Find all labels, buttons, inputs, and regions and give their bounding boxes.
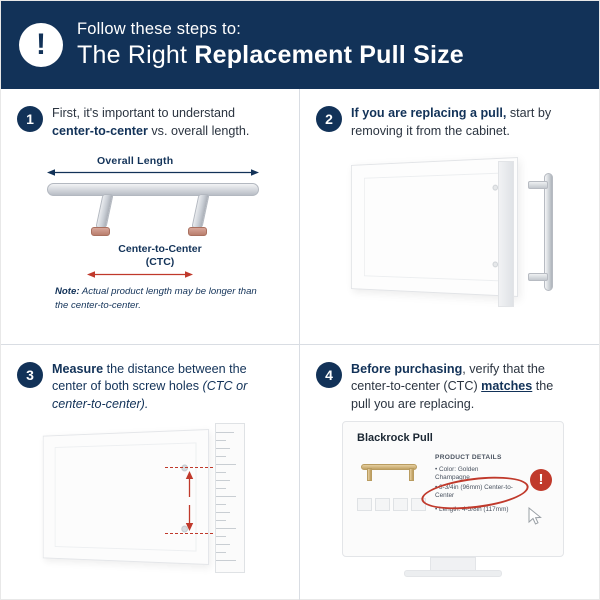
step-3-illustration: [19, 423, 285, 573]
steps-grid: [1, 89, 599, 600]
step-1-note-bold: Note:: [55, 285, 80, 297]
step-1-number: 1: [17, 106, 43, 132]
exclamation-icon: !: [19, 23, 63, 67]
step-3-cell: [1, 345, 300, 600]
step-3-text: [52, 361, 264, 415]
step-4-number: 4: [316, 362, 342, 388]
step-2-cell: [300, 89, 599, 345]
step-3-header: [17, 361, 283, 415]
step-3-number: 3: [17, 362, 43, 388]
product-image: [357, 456, 423, 490]
step-1-header: [17, 105, 283, 141]
step-3-text-italic: (CTC or center-to-center).: [52, 379, 248, 412]
step-1-illustration: [35, 154, 283, 311]
ruler: [215, 423, 245, 573]
step-2-text-bold: If you are replacing a pull,: [351, 106, 507, 120]
header-title: [77, 41, 464, 70]
product-pull-post-right: [409, 468, 414, 481]
product-thumbnail[interactable]: [375, 498, 390, 511]
step-1-text: [52, 105, 264, 141]
step-4-cell: [300, 345, 599, 600]
ctc-label-line1: Center-to-Center: [118, 242, 202, 255]
step-1-cell: [1, 89, 300, 345]
cabinet-door-panel: [364, 173, 504, 282]
step-1-text-part2: vs. overall length.: [147, 123, 250, 138]
step-3-text-part2: the distance between the center of both screw holes: [52, 361, 247, 394]
step-4-text: [351, 361, 563, 415]
product-detail-length: • Length: 4-5/8in (117mm): [435, 505, 509, 513]
step-2-header: [316, 105, 583, 141]
monitor-base: [404, 570, 502, 577]
header-title-bold: Replacement Pull Size: [194, 41, 464, 69]
cabinet-door-measure: [43, 429, 209, 565]
product-thumbnail[interactable]: [393, 498, 408, 511]
cabinet-door-measure-panel: [55, 442, 197, 551]
monitor-stand: [430, 557, 476, 571]
pull-foot-left: [91, 227, 110, 236]
overall-length-label: Overall Length: [97, 154, 174, 167]
cabinet-door: [351, 157, 518, 297]
measure-arrow-up-icon: [185, 471, 194, 497]
product-pull-post-left: [367, 468, 372, 481]
step-2-text: [351, 105, 563, 141]
step-4-text-part2: , verify that the center-to-center (CTC): [351, 361, 545, 394]
header-subtitle: Follow these steps to:: [77, 20, 241, 38]
step-4-text-bold: Before purchasing: [351, 361, 463, 376]
cursor-arrow-icon: [528, 507, 542, 525]
header-banner: [1, 1, 599, 89]
product-thumbnail-row[interactable]: [357, 498, 426, 511]
product-detail-color: • Color: Golden Champagne: [435, 465, 479, 481]
step-4-text-underline: matches: [481, 379, 533, 394]
cabinet-pull: [528, 173, 558, 291]
pull-foot-right: [188, 227, 207, 236]
pull-post-left: [95, 194, 113, 228]
step-1-text-bold: center-to-center: [52, 123, 148, 138]
overall-length-arrow-icon: [47, 169, 259, 176]
step-1-note: [55, 285, 260, 313]
header-title-light: The Right: [77, 41, 195, 69]
monitor-screen: [342, 421, 564, 557]
product-detail-ctc: • 3-3/4in (96mm) Center-to-Center: [435, 483, 513, 499]
header-text: [77, 20, 464, 70]
pull-bar: [47, 183, 259, 196]
pull-post-right: [191, 194, 209, 228]
step-4-illustration: [342, 421, 578, 581]
step-2-text-part2: start by removing it from the cabinet.: [351, 106, 552, 138]
ctc-arrow-icon: [87, 271, 193, 278]
pull-drawing: [47, 183, 259, 241]
step-1-text-part1: First, it's important to understand: [52, 106, 235, 120]
step-2-number: 2: [316, 106, 342, 132]
cabinet-pull-post-bottom: [528, 273, 548, 281]
ctc-label-line2: (CTC): [145, 255, 175, 268]
product-details-label: PRODUCT DETAILS: [435, 453, 502, 461]
step-3-text-bold: Measure: [52, 361, 104, 376]
ctc-label: [95, 243, 225, 269]
product-title: Blackrock Pull: [357, 431, 433, 444]
measure-arrow-down-icon: [185, 505, 194, 531]
step-2-illustration: [322, 157, 584, 307]
cabinet-pull-post-top: [528, 181, 548, 189]
step-1-note-text: Actual product length may be longer than the center-to-center.: [55, 285, 257, 311]
step-4-header: [316, 361, 583, 415]
exclamation-icon: !: [530, 469, 552, 491]
cabinet-door-edge: [498, 161, 514, 307]
product-thumbnail[interactable]: [357, 498, 372, 511]
step-4-text-part3: the pull you are replacing.: [351, 379, 554, 412]
